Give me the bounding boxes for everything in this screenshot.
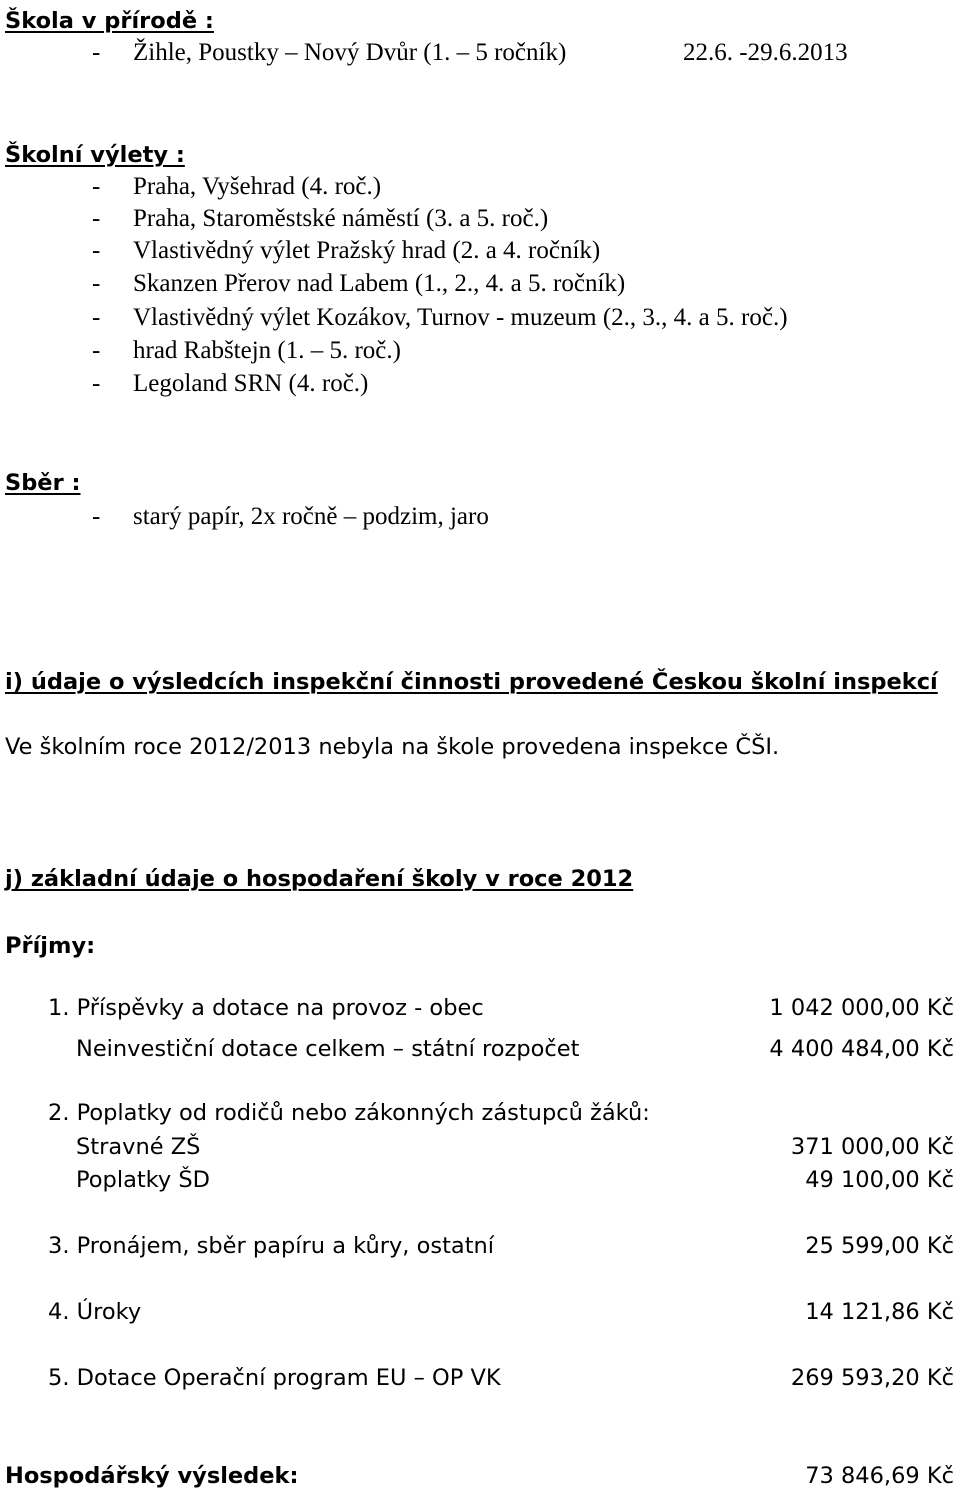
list-dash: -: [92, 503, 101, 530]
list-dash: -: [92, 370, 101, 397]
list-item: Praha, Staroměstské náměstí (3. a 5. roč.): [133, 205, 549, 232]
list-dash: -: [92, 270, 101, 297]
list-dash: -: [92, 39, 101, 66]
list-dash: -: [92, 304, 101, 331]
income-row-label: Stravné ZŠ: [76, 1134, 201, 1160]
income-row-amount: 14 121,86 Kč: [805, 1299, 954, 1325]
income-row-amount: 49 100,00 Kč: [805, 1167, 954, 1193]
income-row-amount: 371 000,00 Kč: [790, 1134, 954, 1160]
income-row-label: 2. Poplatky od rodičů nebo zákonných zástupců žáků:: [48, 1100, 650, 1126]
list-item: starý papír, 2x ročně – podzim, jaro: [133, 503, 489, 530]
heading-section-j: j) základní údaje o hospodaření školy v roce 2012: [5, 866, 634, 892]
income-row-label: 1. Příspěvky a dotace na provoz - obec: [48, 995, 484, 1021]
income-row-label: Neinvestiční dotace celkem – státní rozpočet: [76, 1036, 580, 1062]
income-row-amount: 25 599,00 Kč: [805, 1233, 954, 1259]
prijmy-label: Příjmy:: [5, 933, 96, 959]
list-dash: -: [92, 173, 101, 200]
income-row-amount: 269 593,20 Kč: [790, 1365, 954, 1391]
income-row-amount: 4 400 484,00 Kč: [769, 1036, 954, 1062]
list-item: hrad Rabštejn (1. – 5. roč.): [133, 337, 401, 364]
list-item: Vlastivědný výlet Pražský hrad (2. a 4. ročník): [133, 237, 601, 264]
skola-v-prirode-dates: 22.6. -29.6.2013: [683, 39, 848, 66]
hospodarsky-vysledek-label: Hospodářský výsledek:: [5, 1463, 299, 1489]
list-dash: -: [92, 337, 101, 364]
hospodarsky-vysledek-amount: 73 846,69 Kč: [805, 1463, 954, 1489]
list-dash: -: [92, 237, 101, 264]
list-item: Praha, Vyšehrad (4. roč.): [133, 173, 382, 200]
heading-sber: Sběr :: [5, 470, 81, 496]
income-row-label: 3. Pronájem, sběr papíru a kůry, ostatní: [48, 1233, 495, 1259]
skola-v-prirode-place: Žihle, Poustky – Nový Dvůr (1. – 5 ročník): [133, 39, 567, 66]
income-row-amount: 1 042 000,00 Kč: [769, 995, 954, 1021]
list-dash: -: [92, 205, 101, 232]
income-row-label: 4. Úroky: [48, 1299, 142, 1325]
list-item: Skanzen Přerov nad Labem (1., 2., 4. a 5. ročník): [133, 270, 626, 297]
income-row-label: 5. Dotace Operační program EU – OP VK: [48, 1365, 501, 1391]
heading-skolni-vylety: Školní výlety :: [5, 142, 185, 168]
section-i-text: Ve školním roce 2012/2013 nebyla na škole provedena inspekce ČŠI.: [5, 734, 780, 760]
income-row-label: Poplatky ŠD: [76, 1167, 210, 1193]
list-item: Legoland SRN (4. roč.): [133, 370, 369, 397]
heading-section-i: i) údaje o výsledcích inspekční činnosti provedené Českou školní inspekcí: [5, 669, 938, 695]
heading-skola-v-prirode: Škola v přírodě :: [5, 8, 214, 34]
list-item: Vlastivědný výlet Kozákov, Turnov - muzeum (2., 3., 4. a 5. roč.): [133, 304, 788, 331]
